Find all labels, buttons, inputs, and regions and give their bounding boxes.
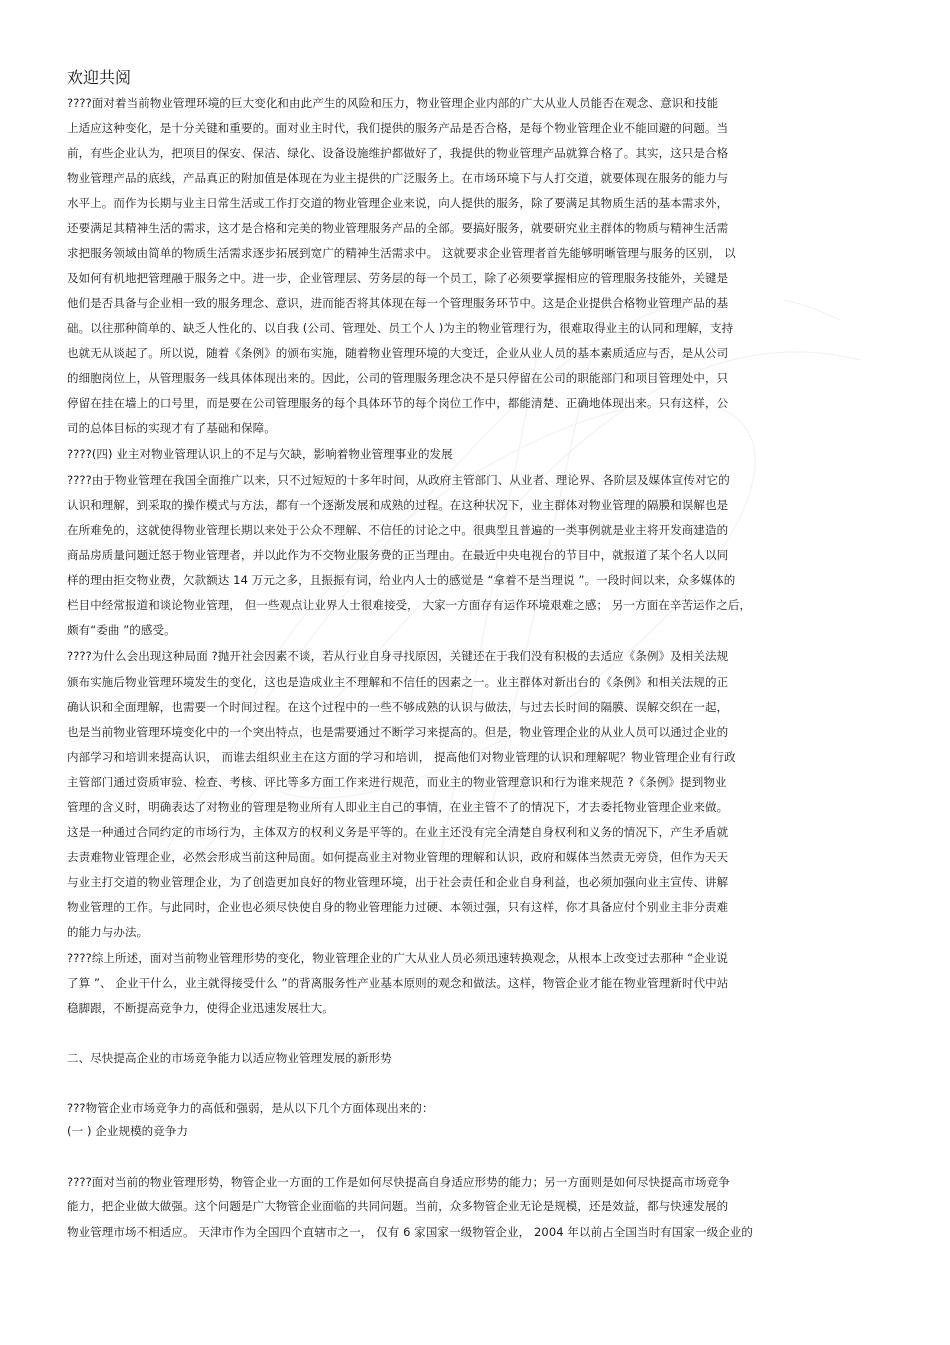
text-line: 主管部门通过资质审验、检查、考核、评比等多方面工作来进行规范，而业主的物业管理意识和行为谁来规范 ?《条例》提到物业: [67, 775, 727, 789]
text-line: 还要满足其精神生活的需求，这才是合格和完美的物业管理服务产品的全部。要搞好服务，就要研究业主群体的物质与精神生活需: [67, 221, 729, 235]
text-line: 水平上。而作为长期与业主日常生活或工作打交道的物业管理企业来说，向人提供的服务，除了要满足其物质生活的基本需求外，: [67, 196, 729, 210]
text-line: ????(四) 业主对物业管理认识上的不足与欠缺，影响着物业管理事业的发展: [67, 447, 453, 461]
text-line: 的能力与办法。: [67, 925, 149, 939]
text-line: ????面对当前的物业管理形势，物管企业一方面的工作是如何尽快提高自身适应形势的能力；另一方面则是如何尽快提高市场竞争: [67, 1175, 730, 1189]
text-line: 前，有些企业认为，把项目的保安、保洁、绿化、设备设施维护都做好了，我提供的物业管理产品就算合格了。其实，这只是合格: [67, 146, 729, 160]
text-line: 稳脚跟，不断提高竞争力，使得企业迅速发展壮大。: [67, 1001, 334, 1015]
text-line: 上适应这种变化，是十分关键和重要的。面对业主时代，我们提供的服务产品是否合格，是每个物业管理企业不能回避的问题。当: [67, 121, 729, 135]
text-line: 认识和理解，到采取的操作模式与方法，都有一个逐渐发展和成熟的过程。在这种状况下，业主群体对物业管理的隔膜和误解也是: [67, 498, 729, 512]
text-line: 物业管理的工作。与此同时，企业也必须尽快使自身的物业管理能力过硬、本领过强，只有这样，你才具备应付个别业主非分责难: [67, 900, 729, 914]
text-line: ????由于物业管理在我国全面推广以来，只不过短短的十多年时间，从政府主管部门、从业者、理论界、各阶层及媒体宣传对它的: [67, 473, 730, 487]
text-line: 确认识和全面理解，也需要一个时间过程。在这个过程中的一些不够成熟的认识与做法，与过去长时间的隔膜、误解交织在一起，: [67, 700, 729, 714]
text-line: 求把服务领域由简单的物质生活需求逐步拓展到宽广的精神生活需求中。 这就要求企业管理者首先能够明晰管理与服务的区别， 以: [67, 246, 736, 260]
text-line: 也就无从谈起了。所以说，随着《条例》的颁布实施，随着物业管理环境的大变迁，企业从业人员的基本素质适应与否，是从公司: [67, 346, 729, 360]
text-line: 在所难免的，这就使得物业管理长期以来处于公众不理解、不信任的讨论之中。很典型且普遍的一类事例就是业主将开发商建造的: [67, 523, 729, 537]
text-line: 也是当前物业管理环境变化中的一个突出特点，也是需要通过不断学习来提高的。但是，物业管理企业的从业人员可以通过企业的: [67, 725, 729, 739]
text-line: ???物管企业市场竞争力的高低和强弱，是从以下几个方面体现出来的：: [67, 1101, 434, 1115]
text-line: 物业管理产品的底线，产品真正的附加值是体现在为业主提供的广泛服务上。在市场环境下与人打交道，就要体现在服务的能力与: [67, 171, 729, 185]
text-line: 内部学习和培训来提高认识， 而谁去组织业主在这方面的学习和培训， 提高他们对物业管理的认识和理解呢？物业管理企业有行政: [67, 750, 736, 764]
text-line: 物业管理市场不相适应。 天津市作为全国四个直辖市之一， 仅有 6 家国家一级物管企业， 2004 年以前占全国当时有国家一级企业的: [67, 1225, 754, 1239]
text-line: 能力，把企业做大做强。这个问题是广大物管企业面临的共同问题。当前，众多物管企业无论是规模，还是效益，都与快速发展的: [67, 1199, 729, 1213]
text-line: 司的总体目标的实现才有了基础和保障。: [67, 421, 276, 435]
document-title: 欢迎共阅: [67, 68, 132, 87]
text-line: 商品房质量问题迁怒于物业管理者，并以此作为不交物业服务费的正当理由。在最近中央电视台的节目中，就报道了某个名人以同: [67, 548, 729, 562]
text-line: 与业主打交道的物业管理企业，为了创造更加良好的物业管理环境，出于社会责任和企业自身利益，也必须加强向业主宣传、讲解: [67, 875, 729, 889]
text-line: 停留在挂在墙上的口号里，而是要在公司管理服务的每个具体环节的每个岗位工作中，都能清楚、正确地体现出来。只有这样，公: [67, 396, 729, 410]
text-line: 栏目中经常报道和谈论物业管理， 但一些观点让业界人士很难接受， 大家一方面存有运作环境艰难之感； 另一方面在辛苦运作之后，: [67, 598, 752, 612]
text-line: ????面对着当前物业管理环境的巨大变化和由此产生的风险和压力，物业管理企业内部的广大从业人员能否在观念、意识和技能: [67, 96, 719, 110]
text-line: 这是一种通过合同约定的市场行为，主体双方的权利义务是平等的。在业主还没有完全清楚自身权利和义务的情况下，产生矛盾就: [67, 825, 729, 839]
text-line: 管理的含义时，明确表达了对物业的管理是物业所有人即业主自己的事情，在业主管不了的情况下，才去委托物业管理企业来做。: [67, 800, 729, 814]
section-heading: 二、尽快提高企业的市场竞争能力以适应物业管理发展的新形势: [67, 1051, 392, 1065]
text-line: 的细胞岗位上，从管理服务一线具体体现出来的。因此，公司的管理服务理念决不是只停留在公司的职能部门和项目管理处中，只: [67, 371, 729, 385]
text-line: 样的理由拒交物业费，欠款额达 14 万元之多，且振振有词，给业内人士的感觉是 “拿着不是当理说 ”。一段时间以来，众多媒体的: [67, 573, 736, 587]
text-line: ????为什么会出现这种局面 ?抛开社会因素不谈，若从行业自身寻找原因，关键还在于我们没有积极的去适应《条例》及相关法规: [67, 649, 729, 663]
text-line: 及如何有机地把管理融于服务之中。进一步，企业管理层、劳务层的每一个员工，除了必须要掌握相应的管理服务技能外，关键是: [67, 271, 729, 285]
text-line: 他们是否具备与企业相一致的服务理念、意识，进而能否将其体现在每一个管理服务环节中。这是企业提供合格物业管理产品的基: [67, 296, 729, 310]
text-line: 颁布实施后物业管理环境发生的变化，这也是造成业主不理解和不信任的因素之一。业主群体对新出台的《条例》和相关法规的正: [67, 675, 729, 689]
text-line: 颇有“委曲 ”的感受。: [67, 623, 176, 637]
text-line: ????综上所述，面对当前物业管理形势的变化，物业管理企业的广大从业人员必须迅速转换观念，从根本上改变过去那种 “企业说: [67, 951, 729, 965]
subsection-heading: (一 ) 企业规模的竞争力: [67, 1124, 189, 1138]
text-line: 础。以往那种简单的、缺乏人性化的、以自我 (公司、管理处、员工个人 )为主的物业管理行为，很难取得业主的认同和理解，支持: [67, 321, 734, 335]
text-line: 去责难物业管理企业，必然会形成当前这种局面。如何提高业主对物业管理的理解和认识，政府和媒体当然责无旁贷，但作为天天: [67, 850, 729, 864]
text-line: 了算 ”、 企业干什么，业主就得接受什么 ”的背离服务性产业基本原则的观念和做法。这样，物管企业才能在物业管理新时代中站: [67, 976, 729, 990]
